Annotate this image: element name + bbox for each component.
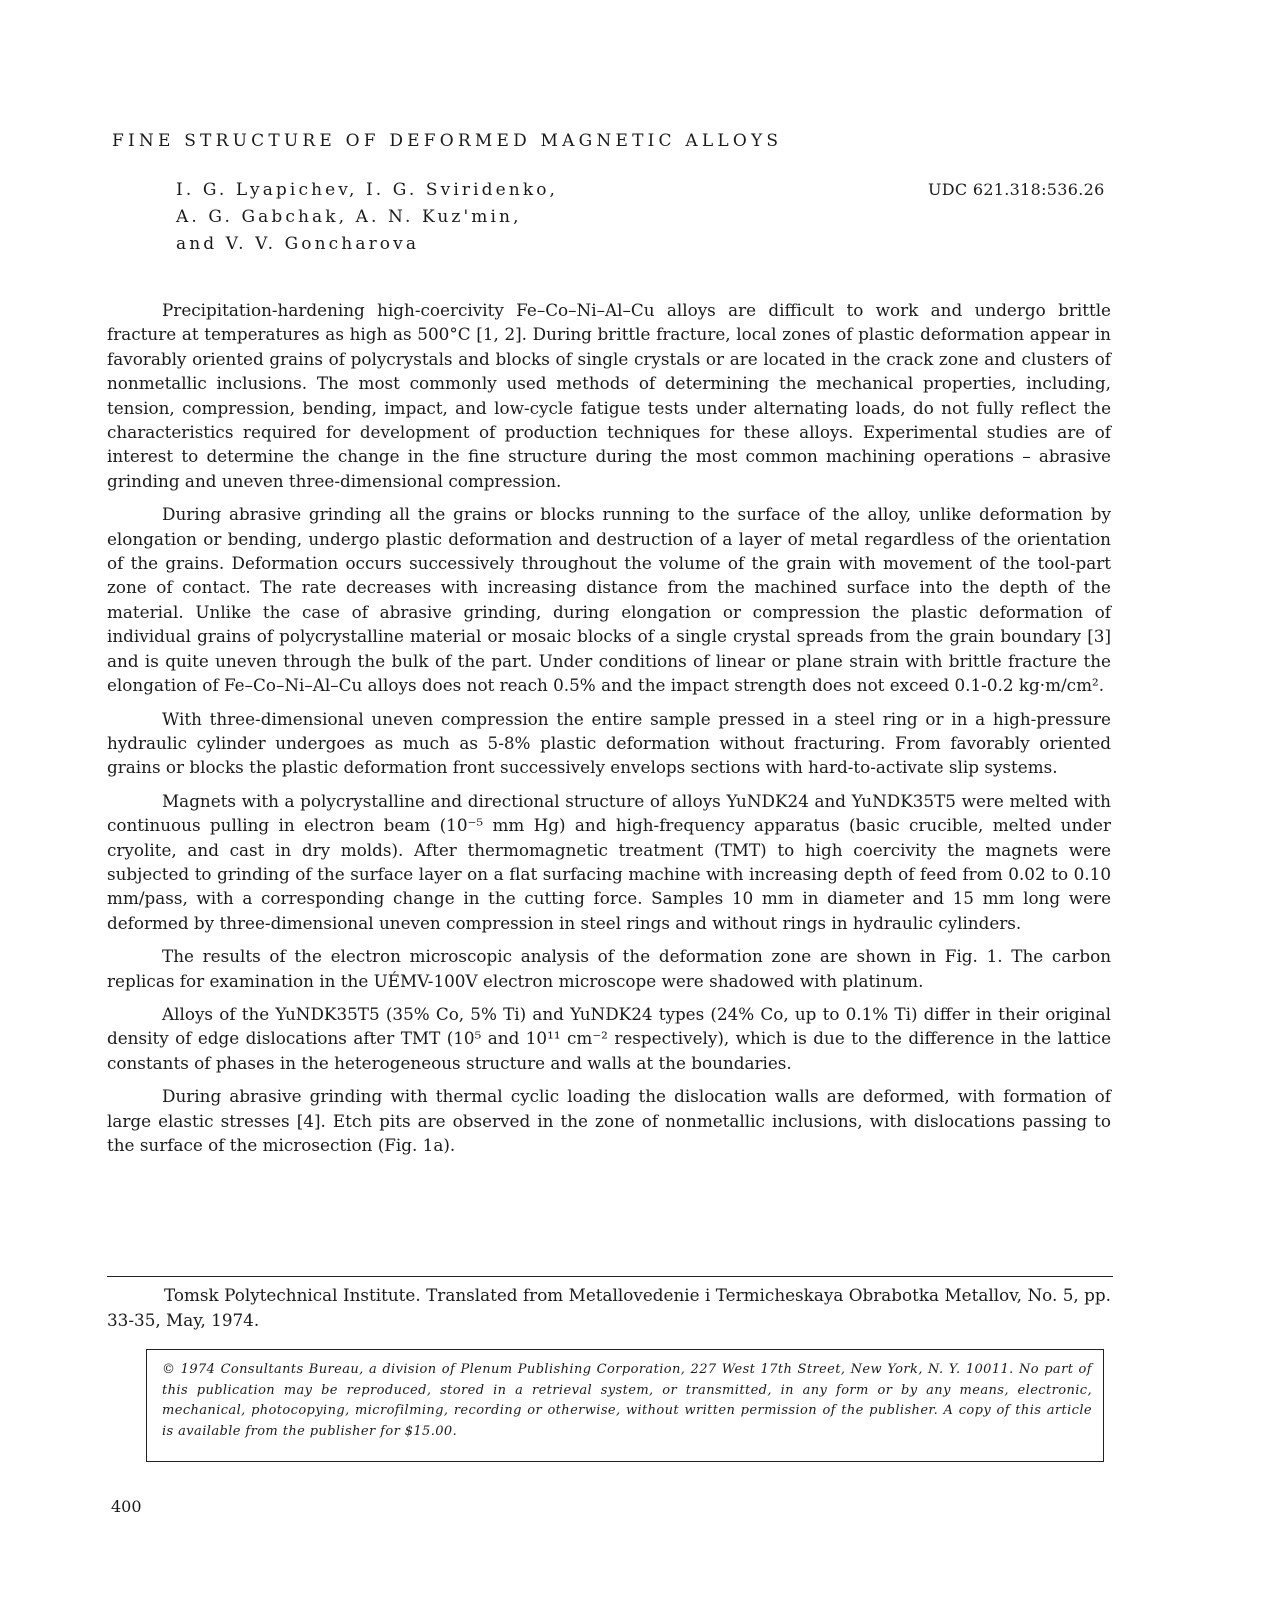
author-line: I. G. Lyapichev, I. G. Sviridenko,	[176, 180, 559, 200]
body-paragraph: Alloys of the YuNDK35T5 (35% Co, 5% Ti) and YuNDK24 types (24% Co, up to 0.1% Ti) differ in their original density of edge dislocations after TMT (10⁵ and 10¹¹ cm⁻² respectively), which is due to the difference in the lattice constants of phases in the heterogeneous structure and walls at the boundaries.	[107, 1003, 1111, 1073]
author-line: A. G. Gabchak, A. N. Kuz'min,	[176, 207, 522, 227]
article-body	[107, 298, 1111, 1166]
body-paragraph: Magnets with a polycrystalline and directional structure of alloys YuNDK24 and YuNDK35T5 were melted with continuous pulling in electron beam (10⁻⁵ mm Hg) and high-frequency apparatus (basic crucible, melted under cryolite, and cast in dry molds). After thermomagnetic treatment (TMT) to high coercivity the magnets were subjected to grinding of the surface layer on a flat surfacing machine with increasing depth of feed from 0.02 to 0.10 mm/pass, with a corresponding change in the cutting force. Samples 10 mm in diameter and 15 mm long were deformed by three-dimensional uneven compression in steel rings and without rings in hydraulic cylinders.	[107, 790, 1111, 933]
author-line: and V. V. Goncharova	[176, 234, 420, 254]
body-paragraph: During abrasive grinding with thermal cyclic loading the dislocation walls are deformed, with formation of large elastic stresses [4]. Etch pits are observed in the zone of nonmetallic inclusions, with dislocations passing to the surface of the microsection (Fig. 1a).	[107, 1086, 1111, 1155]
copyright-notice: © 1974 Consultants Bureau, a division of Plenum Publishing Corporation, 227 West 17th Street, New York, N. Y. 10011. No part of this publication may be reproduced, stored in a retrieval system, or transmitted, in any form or by any means, electronic, mechanical, photocopying, microfilming, recording or otherwise, without written permission of the publisher. A copy of this article is available from the publisher for $15.00.	[162, 1362, 1092, 1439]
footnote-divider	[107, 1276, 1113, 1277]
copyright-box	[146, 1349, 1104, 1462]
article-title: FINE STRUCTURE OF DEFORMED MAGNETIC ALLOYS	[112, 131, 783, 151]
udc-code: UDC 621.318:536.26	[928, 180, 1105, 199]
body-paragraph: The results of the electron microscopic analysis of the deformation zone are shown in Fig. 1. The carbon replicas for examination in the UÉMV-100V electron microscope were shadowed with platinum.	[107, 946, 1111, 991]
body-paragraph: With three-dimensional uneven compression the entire sample pressed in a steel ring or in a high-pressure hydraulic cylinder undergoes as much as 5-8% plastic deformation without fracturing. From favorably oriented grains or blocks the plastic deformation front successively envelops sections with hard-to-activate slip systems.	[107, 708, 1111, 778]
author-list	[176, 177, 558, 258]
footnote: Tomsk Polytechnical Institute. Translated from Metallovedenie i Termicheskaya Obrabotka Metallov, No. 5, pp. 33-35, May, 1974.	[107, 1285, 1111, 1330]
body-paragraph: During abrasive grinding all the grains or blocks running to the surface of the alloy, unlike deformation by elongation or bending, undergo plastic deformation and destruction of a layer of metal regardless of the orientation of the grains. Deformation occurs successively throughout the volume of the grain with movement of the tool-part zone of contact. The rate decreases with increasing distance from the machined surface into the depth of the material. Unlike the case of abrasive grinding, during elongation or compression the plastic deformation of individual grains of polycrystalline material or mosaic blocks of a single crystal spreads from the grain boundary [3] and is quite uneven through the bulk of the part. Under conditions of linear or plane strain with brittle fracture the elongation of Fe–Co–Ni–Al–Cu alloys does not reach 0.5% and the impact strength does not exceed 0.1-0.2 kg·m/cm².	[107, 504, 1111, 696]
body-paragraph: Precipitation-hardening high-coercivity Fe–Co–Ni–Al–Cu alloys are difficult to work and undergo brittle fracture at temperatures as high as 500°C [1, 2]. During brittle fracture, local zones of plastic deformation appear in favorably oriented grains of polycrystals and blocks of single crystals or are located in the crack zone and clusters of nonmetallic inclusions. The most commonly used methods of determining the mechanical properties, including, tension, compression, bending, impact, and low-cycle fatigue tests under alternating loads, do not fully reflect the characteristics required for development of production techniques for these alloys. Experimental studies are of interest to determine the change in the fine structure during the most common machining operations – abrasive grinding and uneven three-dimensional compression.	[107, 300, 1111, 491]
page-number: 400	[111, 1497, 142, 1516]
